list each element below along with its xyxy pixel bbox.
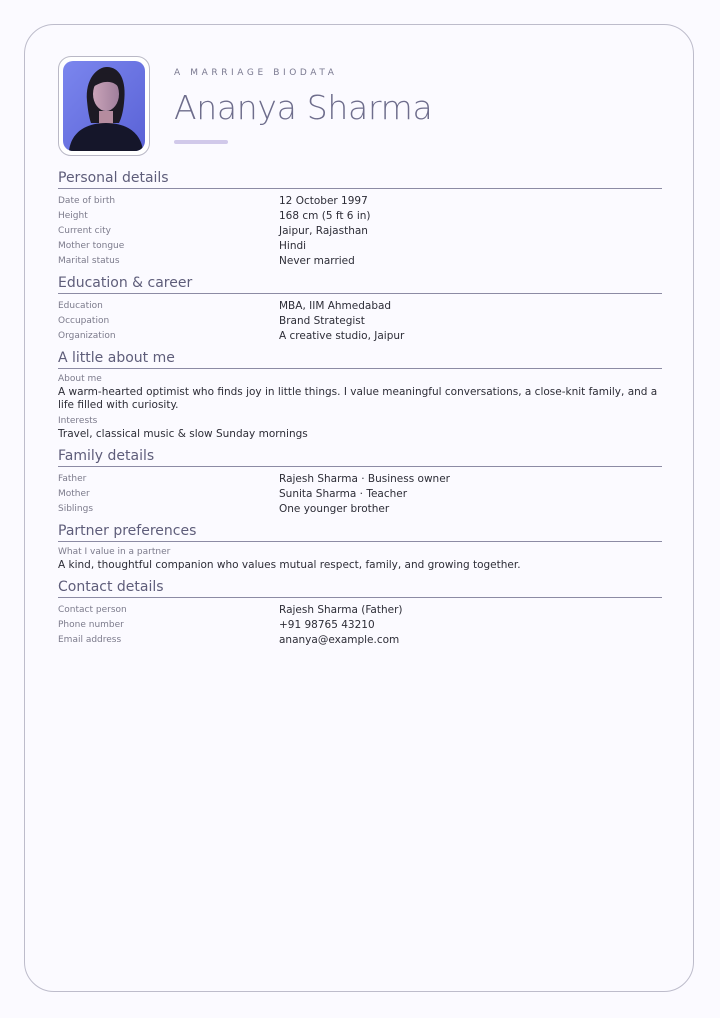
detail-value: Hindi	[279, 239, 307, 252]
detail-row	[58, 238, 662, 253]
portrait-photo-icon	[63, 61, 145, 151]
detail-value: A creative studio, Jaipur	[279, 329, 405, 342]
detail-label: Email address	[58, 634, 122, 645]
detail-label: Mother	[58, 488, 90, 499]
section-title: A little about me	[58, 350, 662, 369]
detail-label: Height	[58, 210, 88, 221]
detail-label: Marital status	[58, 255, 120, 266]
partner-label: What I value in a partner	[58, 547, 171, 557]
detail-row	[58, 298, 662, 313]
detail-row	[58, 223, 662, 238]
detail-value: 168 cm (5 ft 6 in)	[279, 209, 371, 222]
detail-label: Phone number	[58, 619, 124, 630]
document-eyebrow: A MARRIAGE BIODATA	[174, 68, 338, 78]
detail-row	[58, 328, 662, 343]
detail-row	[58, 208, 662, 223]
detail-label: Contact person	[58, 604, 127, 615]
detail-value: Sunita Sharma · Teacher	[279, 487, 408, 500]
detail-label: Mother tongue	[58, 240, 125, 251]
section-title: Personal details	[58, 170, 662, 189]
detail-value: MBA, IIM Ahmedabad	[279, 299, 392, 312]
detail-value: 12 October 1997	[279, 194, 368, 207]
interests-text: Travel, classical music & slow Sunday mornings	[58, 428, 308, 440]
section-partner	[58, 523, 662, 572]
detail-label: Organization	[58, 330, 116, 341]
section-personal	[58, 170, 662, 268]
detail-row	[58, 486, 662, 501]
detail-row	[58, 602, 662, 617]
detail-label: Father	[58, 473, 87, 484]
detail-row	[58, 193, 662, 208]
detail-value: Rajesh Sharma (Father)	[279, 603, 403, 616]
detail-label: Occupation	[58, 315, 110, 326]
detail-row	[58, 617, 662, 632]
section-about	[58, 350, 662, 441]
section-title: Partner preferences	[58, 523, 662, 542]
partner-text: A kind, thoughtful companion who values mutual respect, family, and growing together.	[58, 559, 521, 571]
detail-value: One younger brother	[279, 502, 390, 515]
section-title: Family details	[58, 448, 662, 467]
profile-photo	[63, 61, 145, 151]
about-label: About me	[58, 374, 102, 384]
candidate-name: Ananya Sharma	[174, 88, 433, 127]
detail-row	[58, 253, 662, 268]
detail-value: +91 98765 43210	[279, 618, 375, 631]
interests-label: Interests	[58, 416, 98, 426]
detail-label: Date of birth	[58, 195, 116, 206]
detail-value: Brand Strategist	[279, 314, 365, 327]
detail-value: Rajesh Sharma · Business owner	[279, 472, 450, 485]
detail-row	[58, 313, 662, 328]
profile-photo-frame	[58, 56, 150, 156]
section-contact	[58, 579, 662, 647]
detail-row	[58, 501, 662, 516]
email-value[interactable]: ananya@example.com	[279, 633, 400, 646]
biodata-content	[58, 170, 662, 654]
section-family	[58, 448, 662, 516]
section-education	[58, 275, 662, 343]
detail-value: Jaipur, Rajasthan	[279, 224, 368, 237]
section-title: Contact details	[58, 579, 662, 598]
detail-row	[58, 471, 662, 486]
detail-label: Education	[58, 300, 103, 311]
detail-label: Current city	[58, 225, 111, 236]
detail-value: Never married	[279, 254, 355, 267]
about-text: A warm-hearted optimist who finds joy in little things. I value meaningful conversations, a close-knit family, and a life filled with curiosity.	[58, 386, 658, 411]
detail-row	[58, 632, 662, 647]
section-title: Education & career	[58, 275, 662, 294]
title-accent-bar	[174, 140, 228, 144]
detail-label: Siblings	[58, 503, 94, 514]
